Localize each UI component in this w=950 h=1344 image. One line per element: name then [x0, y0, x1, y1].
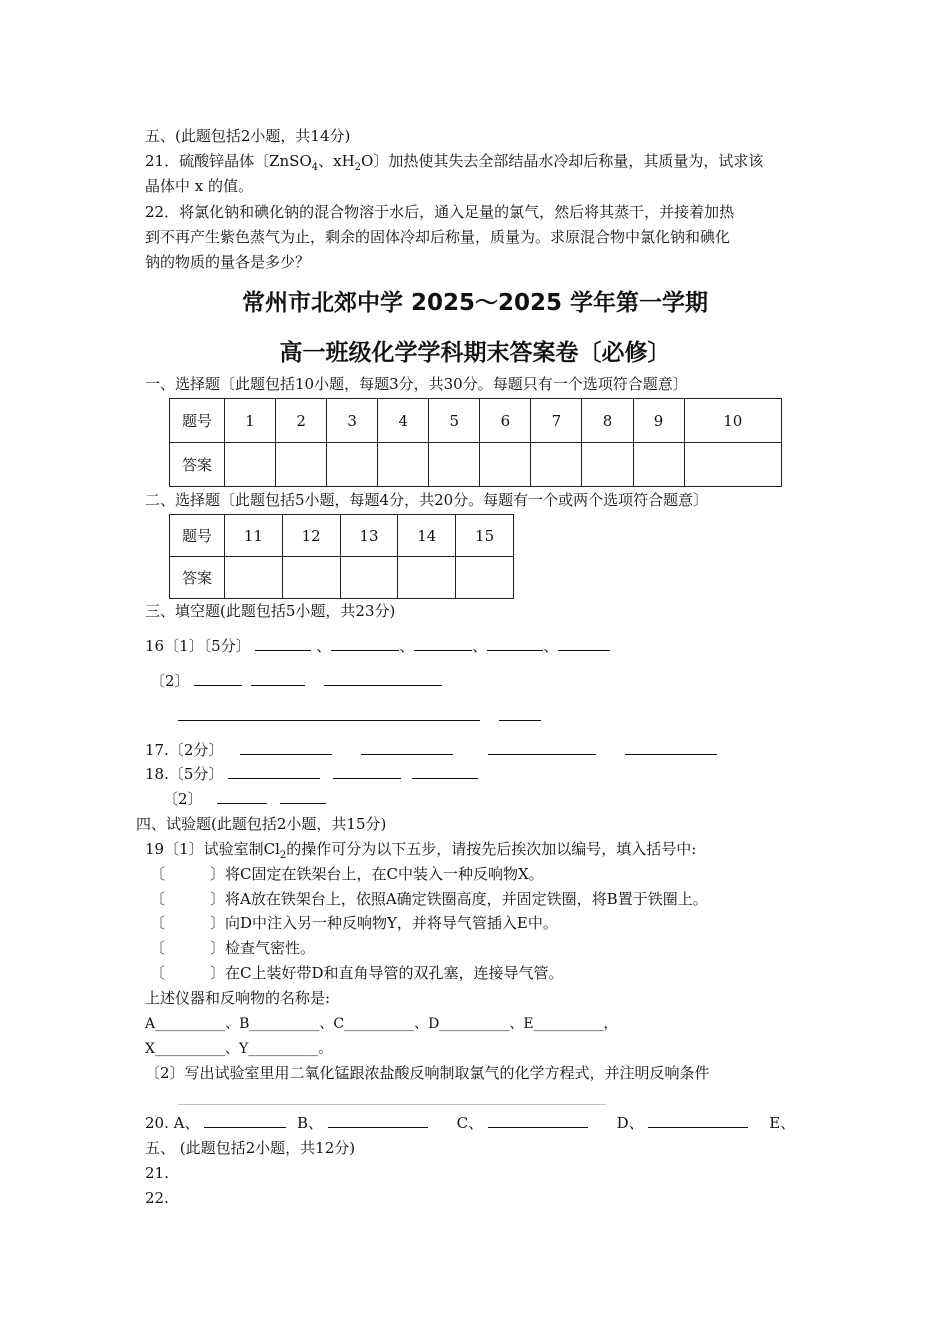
part1-answer-cell[interactable] [225, 443, 276, 487]
part1-number-cell: 5 [429, 399, 480, 443]
part2-answer-cell[interactable] [225, 557, 283, 599]
part2-heading: 二、选择题〔此题包括5小题，每题4分，共20分。每题有一个或两个选项符合题意〕 [145, 491, 709, 509]
question-21-line-2: 晶体中 x 的值。 [145, 177, 253, 195]
part2-answer-cell[interactable] [340, 557, 398, 599]
part2-number-cell: 11 [225, 515, 283, 557]
part1-number-cell: 6 [480, 399, 531, 443]
answer-blank[interactable] [333, 764, 401, 779]
answer-blank[interactable] [255, 636, 311, 651]
answer-blank[interactable] [324, 671, 442, 686]
part2-number-cell: 14 [398, 515, 456, 557]
part2-answer-label: 答案 [170, 557, 225, 599]
answer-blank[interactable] [412, 764, 478, 779]
exam-subtitle: 高一班级化学学科期末答案卷〔必修〕 [279, 340, 671, 366]
part4-heading: 四、试验题(此题包括2小题，共15分) [136, 815, 387, 833]
part1-number-cell: 7 [531, 399, 582, 443]
part1-answer-cell[interactable] [378, 443, 429, 487]
answer-blank[interactable] [625, 740, 717, 755]
answer-blank[interactable] [204, 1113, 286, 1128]
answer-blank[interactable] [488, 1113, 588, 1128]
question-19-step: 〔 〕将A放在铁架台上，依照A确定铁圈高度，并固定铁圈，将B置于铁圈上。 [150, 890, 708, 908]
part1-number-cell: 1 [225, 399, 276, 443]
part1-number-cell: 10 [684, 399, 781, 443]
part1-number-cell: 8 [582, 399, 633, 443]
answer-blank[interactable] [251, 671, 305, 686]
question-22-line-2: 到不再产生紫色蒸气为止，剩余的固体冷却后称量，质量为。求原混合物中氯化钠和碘化 [145, 228, 731, 246]
answer-blank[interactable] [361, 740, 453, 755]
part2-number-cell: 12 [282, 515, 340, 557]
part2-number-label: 题号 [170, 515, 225, 557]
part2-answer-cell[interactable] [282, 557, 340, 599]
part1-answer-cell[interactable] [429, 443, 480, 487]
part1-number-label: 题号 [170, 399, 225, 443]
question-19-part-2: 〔2〕写出试验室里用二氧化锰跟浓盐酸反响制取氯气的化学方程式，并注明反响条件 [145, 1064, 710, 1082]
answer-blank[interactable] [487, 636, 543, 651]
part1-answer-cell[interactable] [582, 443, 633, 487]
answer-blank[interactable] [280, 789, 326, 804]
part1-answer-cell[interactable] [684, 443, 781, 487]
answer-blank[interactable] [328, 1113, 428, 1128]
part1-answer-table [169, 398, 782, 487]
part5-question-22: 22. [145, 1189, 169, 1207]
part2-answer-cell[interactable] [398, 557, 456, 599]
answer-blank[interactable] [217, 789, 267, 804]
question-22-line-3: 钠的物质的量各是多少？ [145, 253, 311, 271]
part1-answer-cell[interactable] [276, 443, 327, 487]
question-16-part-2: 〔2〕 [150, 671, 442, 691]
part1-answer-cell[interactable] [327, 443, 378, 487]
part1-answer-label: 答案 [170, 443, 225, 487]
answer-blank[interactable] [194, 671, 242, 686]
answer-blank[interactable] [240, 740, 332, 755]
answer-blank[interactable] [499, 706, 541, 721]
question-19-names-label: 上述仪器和反响物的名称是: [145, 989, 331, 1007]
question-19-step: 〔 〕检查气密性。 [150, 939, 316, 957]
part1-answer-cell[interactable] [480, 443, 531, 487]
part1-number-cell: 9 [633, 399, 684, 443]
part2-number-cell: 15 [456, 515, 514, 557]
question-17: 17.〔2分〕 [145, 740, 717, 760]
part1-number-cell: 4 [378, 399, 429, 443]
question-21-line-1: 21．硫酸锌晶体〔ZnSO$_4$、$xH_2O$〕加热使其失去全部结晶水冷却后称量，其质量为，试求该 [145, 152, 764, 173]
part2-answer-table [169, 514, 514, 599]
part1-answer-cell[interactable] [531, 443, 582, 487]
answer-blank[interactable] [178, 706, 480, 721]
question-19-step: 〔 〕将C固定在铁架台上，在C中装入一种反响物X。 [150, 865, 544, 883]
part1-number-cell: 2 [276, 399, 327, 443]
question-19-names-line-2: X__________、Y__________。 [145, 1041, 333, 1057]
part5-heading: 五、 (此题包括2小题，共12分) [145, 1139, 356, 1157]
question-19-step: 〔 〕在C上装好带D和直角导管的双孔塞，连接导气管。 [150, 964, 564, 982]
section-five-heading: 五、(此题包括2小题，共14分) [145, 127, 351, 145]
question-19-names-line-1: A__________、B__________、C__________、D__________、E__________， [145, 1016, 618, 1032]
part2-number-cell: 13 [340, 515, 398, 557]
equation-answer-line[interactable] [178, 1104, 606, 1105]
answer-blank[interactable] [414, 636, 472, 651]
answer-blank[interactable] [228, 764, 320, 779]
part1-answer-cell[interactable] [633, 443, 684, 487]
question-19-step: 〔 〕向D中注入另一种反响物Y，并将导气管插入E中。 [150, 914, 558, 932]
part2-answer-cell[interactable] [456, 557, 514, 599]
question-20: 20. A、 B、 C、 D、 E、 [145, 1114, 796, 1132]
exam-title: 常州市北郊中学 2025～2025 学年第一学期 [241, 290, 709, 316]
question-22-line-1: 22．将氯化钠和碘化钠的混合物溶于水后，通入足量的氯气，然后将其蒸干，并接着加热 [145, 203, 735, 221]
answer-blank[interactable] [648, 1113, 748, 1128]
question-19-intro: 19〔1〕试验室制$Cl_2$的操作可分为以下五步，请按先后挨次加以编号，填入括号中: [145, 840, 697, 861]
answer-blank[interactable] [331, 636, 399, 651]
part5-question-21: 21. [145, 1164, 169, 1182]
answer-blank[interactable] [558, 636, 610, 651]
part3-heading: 三、填空题(此题包括5小题，共23分) [145, 602, 396, 620]
answer-blank[interactable] [488, 740, 596, 755]
part1-number-cell: 3 [327, 399, 378, 443]
question-18: 18.〔5分〕 [145, 764, 478, 784]
question-16-part-1: 16〔1〕〔5分〕 、 、 、 、 [145, 636, 610, 656]
question-18-part-2: 〔2〕 [163, 789, 326, 809]
part1-heading: 一、选择题〔此题包括10小题，每题3分，共30分。每题只有一个选项符合题意〕 [145, 375, 688, 393]
question-16-part-2-line-2 [178, 706, 541, 726]
